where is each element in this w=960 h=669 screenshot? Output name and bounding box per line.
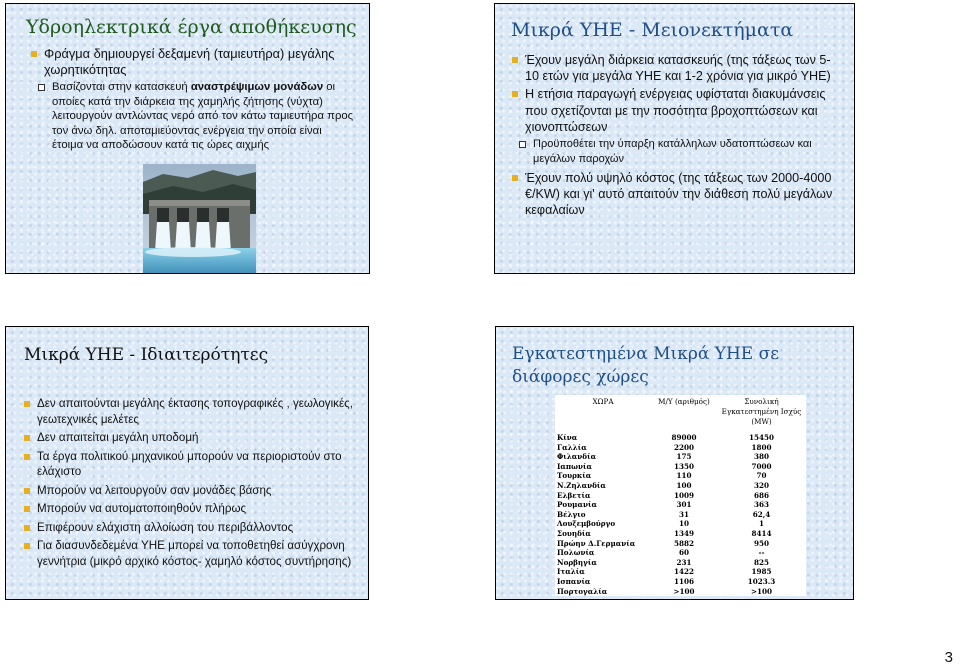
sub-bullet-text-bold: αναστρέψιμων μονάδων [190,81,324,93]
country-cell: Βέλγιο [557,509,586,519]
units-cell: 1422 [673,567,694,577]
table-body [555,433,806,596]
capacity-cell: 320 [753,480,769,490]
table-row [555,481,806,491]
header-country: ΧΩΡΑ [592,397,614,406]
country-cell: Γαλλία [557,442,587,452]
country-cell: Ισπανία [557,576,591,586]
bullet-item: Έχουν πολύ υψηλό κόστος (της τάξεως των 2000-4000 €/KW) και γι' αυτό απαιτούν την διάθεση πολύ μεγάλων κεφαλαίων [511,170,843,219]
slide-small-hydro-disadvantages [494,3,855,274]
capacity-cell: 1985 [751,567,772,577]
units-cell: 5882 [673,538,694,548]
units-cell: 110 [676,471,692,481]
country-cell: Πρώην Δ.Γερμανία [557,538,636,548]
header-capacity: Συνολική Εγκατεστημένη Ισχύς (MW) [721,397,802,426]
bullet-item: Δεν απαιτείται μεγάλη υποδομή [23,430,368,446]
capacity-cell: 363 [753,500,769,510]
capacity-cell: -- [758,548,765,558]
slide-installed-small-hydro [495,326,854,600]
bullet-item: Δεν απαιτούνται μεγάλης έκτασης τοπογραφικές , γεωλογικές, γεωτεχνικές μελέτες [23,396,368,427]
capacity-cell: 62,4 [752,509,771,519]
units-cell: 60 [678,548,689,558]
sub-bullet-text-pre: Βασίζονται στην κατασκευή [52,81,191,93]
table-row [555,500,806,510]
slide-hydro-storage [5,3,370,274]
bullet-item: Επιφέρουν ελάχιστη αλλοίωση του περιβάλλοντος [23,520,368,536]
units-cell: 1350 [673,461,694,471]
country-cell: Πολωνία [557,548,595,558]
slide-body [23,396,368,569]
country-cell: Τουρκία [557,471,592,481]
country-cell: Ιταλία [557,567,585,577]
slide-small-hydro-features [5,326,369,600]
slide-title: Μικρά ΥΗΕ - Μειονεκτήματα [511,19,794,41]
bullet-item: Μπορούν να αυτοματοποιηθούν πλήρως [23,501,368,517]
slide-title: Μικρά ΥΗΕ - Ιδιαιτερότητες [24,345,269,365]
table-row [555,558,806,568]
units-cell: 1009 [673,490,694,500]
country-cell: Λουξεμβούργο [557,519,616,529]
table-row [555,577,806,587]
hydro-dam-image [143,164,256,274]
units-cell: 10 [678,519,689,529]
table-row [555,519,806,529]
slide-body [30,46,355,153]
country-cell: Ρουμανία [557,500,597,510]
capacity-cell: 8414 [751,528,772,538]
country-cell: Κίνα [557,433,578,442]
sub-bullet-item: Προϋποθέτει την ύπαρξη κατάλληλων υδατοπτώσεων και μεγάλων παροχών [517,137,843,167]
capacity-cell: 1 [758,519,764,529]
table-row [555,433,806,443]
table-row [555,510,806,520]
country-cell: Φιλανδία [557,452,597,462]
table-row [555,587,806,597]
table-row [555,443,806,453]
capacity-cell: 70 [756,471,767,481]
units-cell: >100 [673,586,695,596]
capacity-cell: 7000 [751,461,772,471]
units-cell: 175 [676,452,692,462]
bullet-item: Για διασυνδεδεμένα ΥΗΕ μπορεί να τοποθετηθεί ασύγχρονη γεννήτρια (μικρό αρχικό κόστος- χαμηλό κόστος συντήρησης) [23,538,368,569]
sub-bullet-item [36,80,355,153]
table-row [555,452,806,462]
table-row [555,462,806,472]
units-cell: 2200 [673,442,694,452]
country-cell: Ιαπωνία [557,461,592,471]
slide-title: Εγκατεστημένα Μικρά ΥΗΕ σε διάφορες χώρες [512,344,780,387]
table-row [555,539,806,549]
country-cell: Ν.Ζηλανδία [557,480,606,490]
units-cell: 231 [676,557,692,567]
capacity-cell: 1800 [751,442,772,452]
units-cell: 1106 [673,576,694,586]
capacity-cell: 15450 [748,433,774,442]
bullet-item: Τα έργα πολιτικού μηχανικού μπορούν να περιοριστούν στο ελάχιστο [23,449,368,480]
capacity-cell: 686 [753,490,769,500]
units-cell: 1349 [673,528,694,538]
table-row [555,548,806,558]
capacity-cell: 380 [753,452,769,462]
country-cell: Πορτογαλία [557,586,608,596]
units-cell: 301 [676,500,692,510]
bullet-item: Η ετήσια παραγωγή ενέργειας υφίσταται διακυμάνσεις που σχετίζονται με την ποσότητα βροχοπτώσεων και χιονοπτώσεων [511,86,843,135]
bullet-item: Έχουν μεγάλη διάρκεια κατασκευής (της τάξεως των 5-10 ετών για μεγάλα ΥΗΕ και 1-2 χρόνια για μικρό ΥΗΕ) [511,52,843,84]
capacity-cell: 950 [753,538,769,548]
header-units: Μ/Υ (αριθμός) [658,397,710,406]
country-cell: Ελβετία [557,490,591,500]
table-row [555,491,806,501]
page-number: 3 [944,649,953,666]
units-cell: 100 [676,480,692,490]
table-row [555,567,806,577]
bullet-item: Φράγμα δημιουργεί δεξαμενή (ταμιευτήρα) μεγάλης χωρητικότητας [30,46,355,78]
capacity-cell: 1023.3 [747,576,776,586]
country-cell: Νορβηγία [557,557,597,567]
bullet-item: Μπορούν να λειτουργούν σαν μονάδες βάσης [23,483,368,499]
capacity-cell: 825 [753,557,769,567]
slide-body [511,52,843,219]
table-row [555,471,806,481]
country-cell: Σουηδία [557,528,591,538]
slide-title: Υδροηλεκτρικά έργα αποθήκευσης [26,16,357,38]
table-header-row [555,395,806,427]
installed-capacity-table [555,395,806,596]
capacity-cell: >100 [750,586,773,596]
sub-bullet-text-post: οι οποίες κατά την διάρκεια της χαμηλής ζήτησης (νύχτα) λειτουργούν αντλώντας νερό από τον κάτω ταμιευτήρα προς τον άνω δηλ. αποταμιεύοντας ενέργεια την οποία είναι έτοιμα να αποδώσουν κατά τις ώρες αιχμής [52,81,354,151]
units-cell: 31 [678,509,689,519]
units-cell: 89000 [671,433,697,442]
table-row [555,529,806,539]
